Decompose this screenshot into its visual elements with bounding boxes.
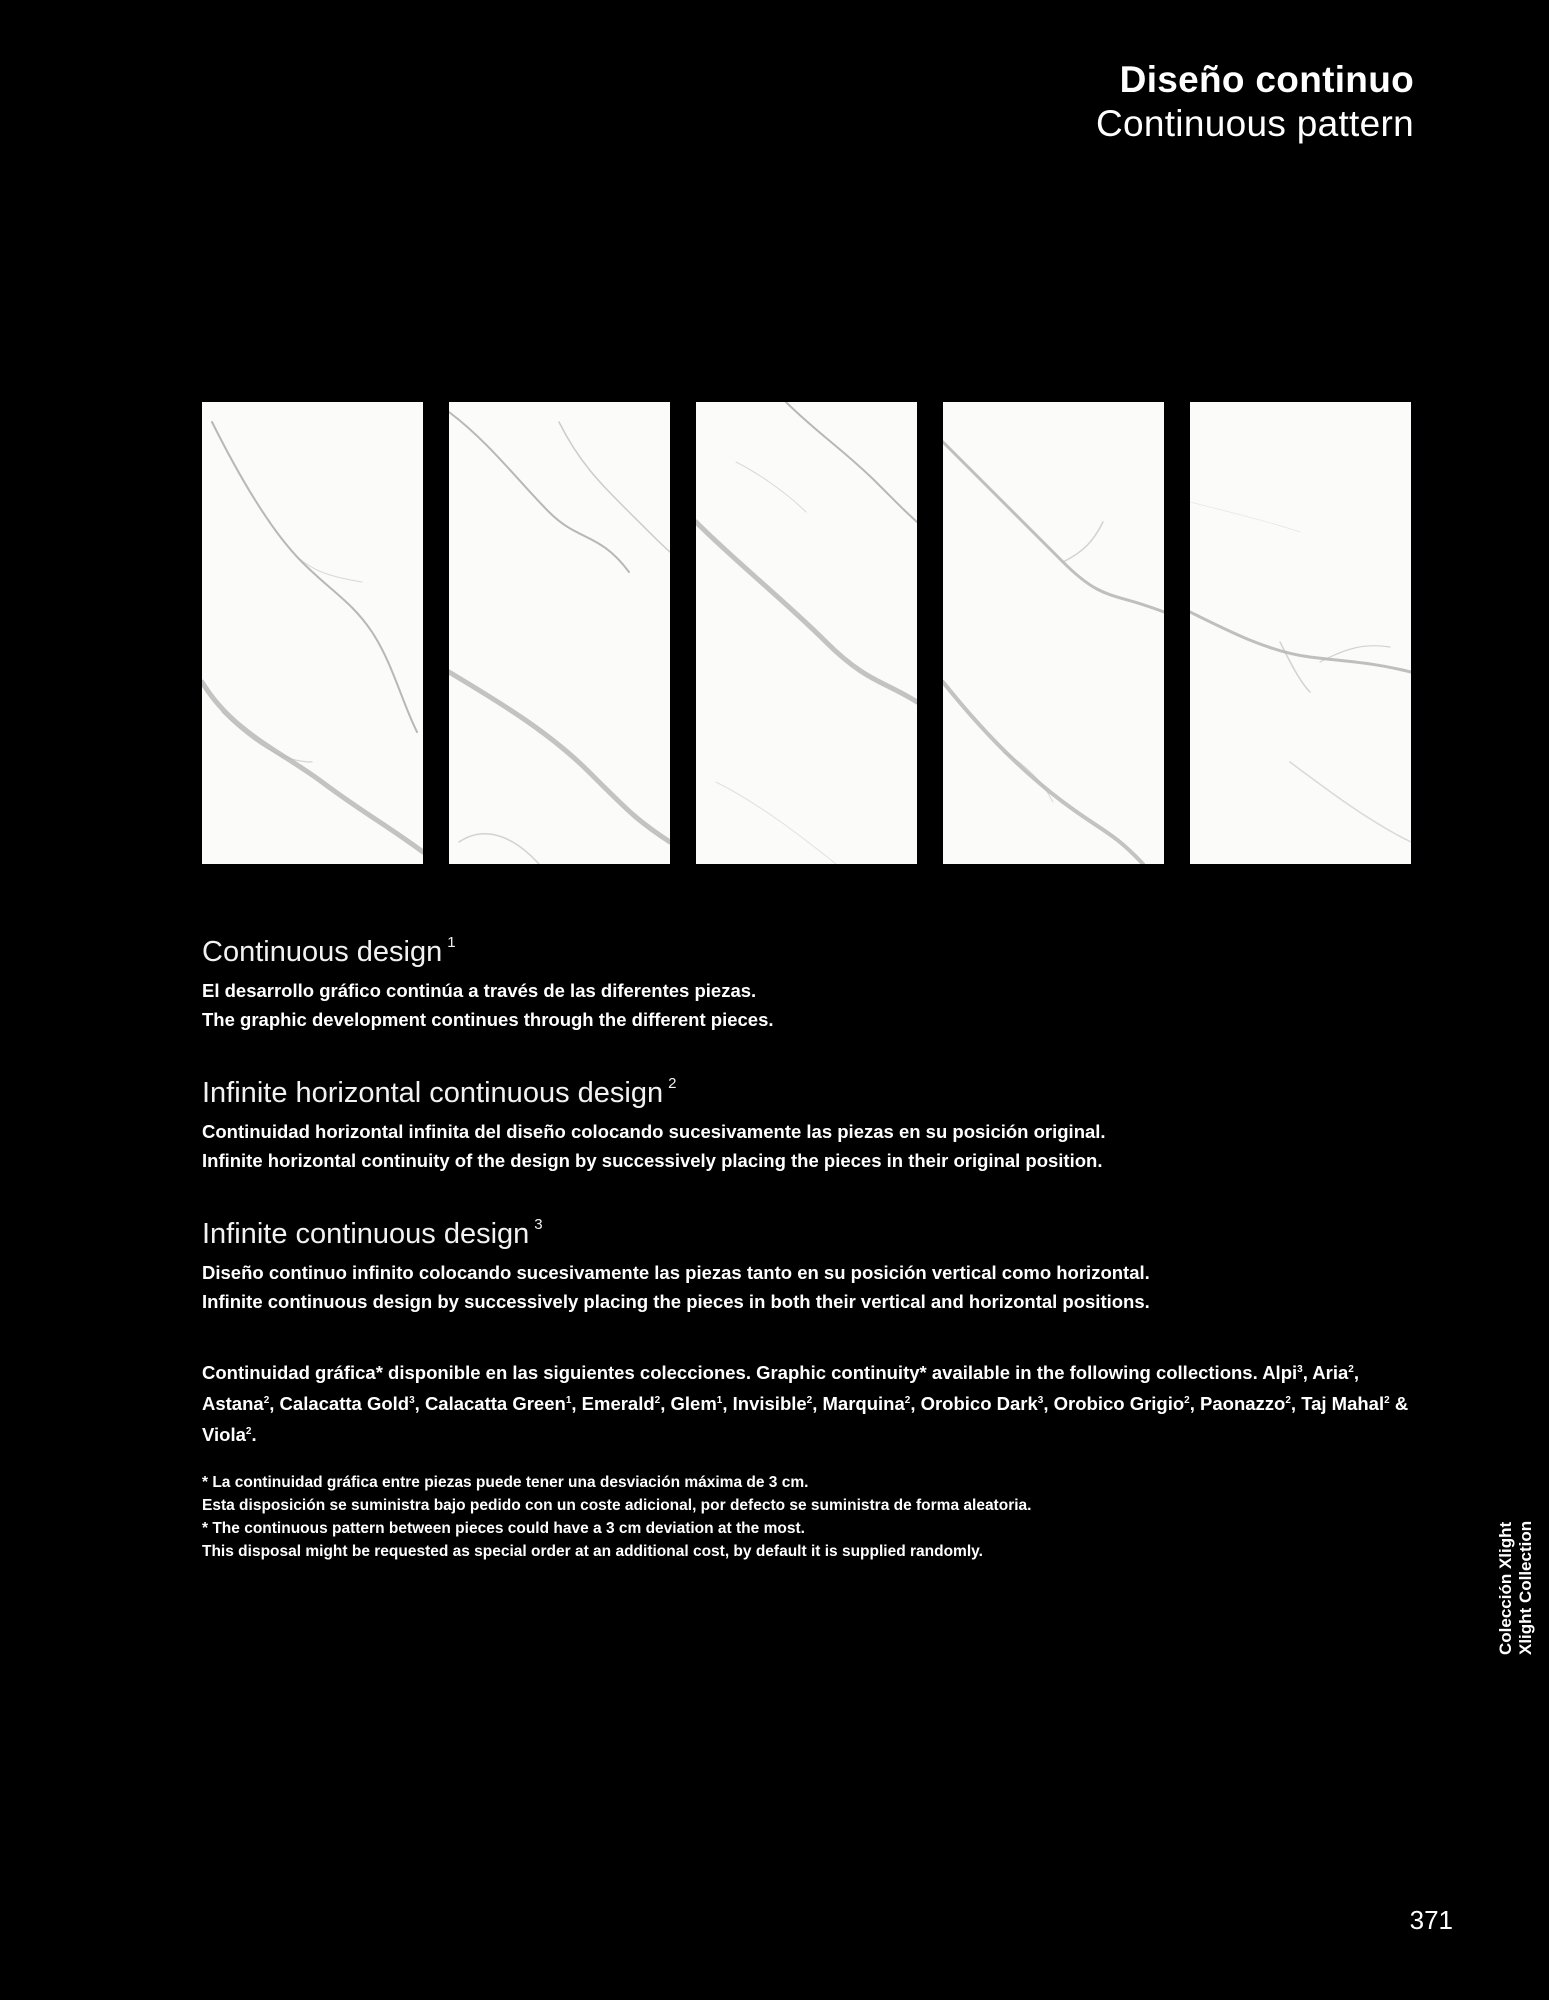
section-heading: Infinite horizontal continuous design $^2$ [202, 1075, 677, 1109]
page-title-es: Diseño continuo [1119, 59, 1414, 100]
collection-footnote-marker: 2 [245, 1426, 252, 1437]
collection-separator: , [414, 1393, 425, 1414]
collection-footnote-marker: 2 [1348, 1364, 1354, 1375]
section-text-es: Diseño continuo infinito colocando sucesivamente las piezas tanto en su posición vertical como horizontal. [202, 1262, 1150, 1283]
footnote-marker: 1 [447, 934, 456, 951]
collection-name: Astana [202, 1393, 264, 1414]
collection-footnote-marker: 2 [654, 1395, 661, 1406]
page-number: 371 [1409, 1905, 1453, 1935]
collection-footnote-marker: 2 [1384, 1395, 1390, 1406]
section-text-es: El desarrollo gráfico continúa a través de las diferentes piezas. [202, 980, 757, 1001]
section-continuous-design [202, 925, 1422, 1034]
side-label-en: Xlight Collection [1516, 1520, 1535, 1655]
collection-name: Taj Mahal [1301, 1393, 1385, 1414]
collection-separator: , [660, 1393, 671, 1414]
collection-footnote-marker: 3 [409, 1395, 415, 1406]
section-text-en: The graphic development continues through the different pieces. [202, 1009, 774, 1030]
collection-separator: , [1043, 1393, 1054, 1414]
collection-footnote-marker: 3 [1037, 1395, 1044, 1406]
collection-separator: , [910, 1393, 921, 1414]
collection-footnote-marker: 1 [565, 1395, 572, 1406]
marble-tile-1 [202, 402, 423, 864]
collection-separator: , [812, 1393, 823, 1414]
collection-footnote-marker: 2 [806, 1395, 813, 1406]
collection-separator: , [722, 1393, 733, 1414]
collection-footnote-marker: 3 [1297, 1364, 1303, 1375]
footnotes [202, 1471, 1422, 1563]
collection-name: Glem [670, 1393, 717, 1414]
section-text-en: Infinite horizontal continuity of the design by successively placing the pieces in their original position. [202, 1150, 1103, 1171]
collection-footnote-marker: 2 [263, 1395, 270, 1406]
collection-name: Paonazzo [1200, 1393, 1286, 1414]
footnote-line: * The continuous pattern between pieces could have a 3 cm deviation at the most. [202, 1520, 805, 1537]
section-heading: Continuous design $^1$ [202, 934, 456, 968]
footnote-line: * La continuidad gráfica entre piezas puede tener una desviación máxima de 3 cm. [202, 1474, 809, 1491]
collection-separator: , [1290, 1393, 1302, 1414]
collection-footnote-marker: 1 [716, 1395, 723, 1406]
collections-paragraph [202, 1356, 1422, 1449]
collection-name: Calacatta Gold [279, 1393, 410, 1414]
collection-name: Emerald [581, 1393, 655, 1414]
collection-name: Orobico Dark [920, 1393, 1038, 1414]
collection-separator: & [1389, 1393, 1409, 1414]
collection-name: Marquina [822, 1393, 905, 1414]
collection-separator: . [251, 1424, 257, 1445]
page-title-block [1096, 58, 1414, 146]
section-infinite-continuous [202, 1207, 1422, 1316]
marble-tile-4 [943, 402, 1164, 864]
marble-tile-5 [1190, 402, 1411, 864]
collection-name: Alpi [1262, 1362, 1298, 1383]
collection-side-label [1496, 1509, 1542, 1655]
collection-separator: , [1189, 1393, 1201, 1414]
collection-name: Calacatta Green [424, 1393, 566, 1414]
collection-separator: , [269, 1393, 280, 1414]
marble-tile-3 [696, 402, 917, 864]
collection-name: Viola [202, 1424, 246, 1445]
section-text-es: Continuidad horizontal infinita del diseño colocando sucesivamente las piezas en su posición original. [202, 1121, 1106, 1142]
collections-intro: Continuidad gráfica* disponible en las siguientes colecciones. Graphic continuity* available in the following collections. [202, 1362, 1263, 1383]
page-title-en: Continuous pattern [1095, 103, 1414, 144]
collection-name: Orobico Grigio [1053, 1393, 1185, 1414]
side-label-es: Colección Xlight [1496, 1521, 1515, 1655]
marble-tile-2 [449, 402, 670, 864]
collection-name: Invisible [732, 1393, 807, 1414]
footnote-marker: 3 [534, 1216, 543, 1233]
footnote-line: Esta disposición se suministra bajo pedido con un coste adicional, por defecto se suministra de forma aleatoria. [202, 1497, 1032, 1514]
section-infinite-horizontal [202, 1066, 1422, 1175]
footnote-line: This disposal might be requested as special order at an additional cost, by default it is supplied randomly. [202, 1543, 983, 1560]
collection-separator: , [571, 1393, 582, 1414]
collection-footnote-marker: 2 [1184, 1395, 1190, 1406]
collection-footnote-marker: 2 [904, 1395, 911, 1406]
footnote-marker: 2 [668, 1075, 677, 1092]
body-content [202, 925, 1422, 1563]
section-text-en: Infinite continuous design by successively placing the pieces in both their vertical and horizontal positions. [202, 1291, 1150, 1312]
collection-name: Aria [1312, 1362, 1349, 1383]
collection-separator: , [1302, 1362, 1313, 1383]
collection-footnote-marker: 2 [1285, 1395, 1291, 1406]
section-heading: Infinite continuous design $^3$ [202, 1216, 543, 1250]
marble-tiles-image [202, 402, 1412, 864]
collection-separator: , [1353, 1362, 1359, 1383]
